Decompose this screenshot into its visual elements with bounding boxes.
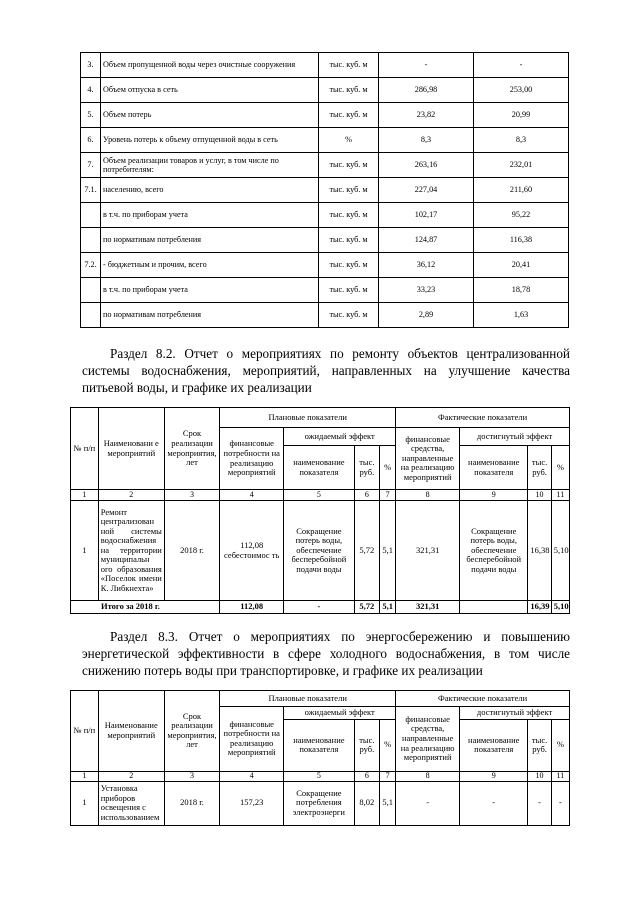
row-name: в т.ч. по приборам учета xyxy=(101,278,319,303)
ach-name-header: наименование показателя xyxy=(460,446,528,490)
column-number: 11 xyxy=(551,490,569,501)
actual-fin-header: финансовые средства, направленные на реализацию мероприятий xyxy=(396,707,460,772)
column-number: 8 xyxy=(396,490,460,501)
row-unit: тыс. куб. м xyxy=(319,228,379,253)
row-unit: тыс. куб. м xyxy=(319,53,379,78)
row-num: 1 xyxy=(71,501,99,601)
row-value-actual: 95,22 xyxy=(474,203,569,228)
exp-name-header: наименование показателя xyxy=(284,719,354,771)
row-value-actual: 232,01 xyxy=(474,153,569,178)
row-num: 4. xyxy=(81,78,101,103)
achieved-effect-header: достигнутый эффект xyxy=(460,707,570,720)
row-value-plan: 23,82 xyxy=(379,103,474,128)
row-exp-pct: 5,1 xyxy=(380,781,396,825)
column-number: 4 xyxy=(220,771,284,781)
row-exp-rub: 5,72 xyxy=(354,501,380,601)
column-numbers-row xyxy=(71,771,570,781)
column-number: 3 xyxy=(164,771,219,781)
row-exp-name: Сокращение потребления электроэнерги xyxy=(284,781,354,825)
column-number: 3 xyxy=(164,490,219,501)
column-number: 2 xyxy=(98,771,164,781)
row-ach-name: Сокращение потерь воды, обеспечение бесперебойной подачи воды xyxy=(460,501,528,601)
column-number: 6 xyxy=(354,771,380,781)
row-num: 7.1. xyxy=(81,178,101,203)
ach-rub-header: тыс. руб. xyxy=(528,719,551,771)
actual-header: Фактические показатели xyxy=(396,408,570,428)
row-plan-fin: 112,08 себестоимос ть xyxy=(220,501,284,601)
expected-effect-header: ожидаемый эффект xyxy=(284,428,396,446)
col-num-header: № п/п xyxy=(71,691,99,772)
row-name: Объем реализации товаров и услуг, в том числе по потребителям: xyxy=(101,153,319,178)
row-unit: тыс. куб. м xyxy=(319,153,379,178)
row-value-plan: 263,16 xyxy=(379,153,474,178)
row-name: Объем отпуска в сеть xyxy=(101,78,319,103)
table-row xyxy=(81,278,569,303)
row-num: 3. xyxy=(81,53,101,78)
row-value-plan: 124,87 xyxy=(379,228,474,253)
table-row xyxy=(81,203,569,228)
plan-fin-header: финансовые потребности на реализацию мероприятий xyxy=(220,428,284,490)
achieved-effect-header: достигнутый эффект xyxy=(460,428,570,446)
col-num-header: № п/п xyxy=(71,408,99,490)
row-unit: % xyxy=(319,128,379,153)
planned-header: Плановые показатели xyxy=(220,691,396,707)
row-ach-pct: 5,10 xyxy=(551,501,569,601)
row-value-actual: 20,41 xyxy=(474,253,569,278)
row-value-actual: 20,99 xyxy=(474,103,569,128)
row-num: 7. xyxy=(81,153,101,178)
total-ach-name xyxy=(460,601,528,614)
column-number: 4 xyxy=(220,490,284,501)
row-value-actual: 8,3 xyxy=(474,128,569,153)
exp-pct-header: % xyxy=(380,719,396,771)
row-name: Ремонт централизован ной системы водоснабжения на территории муниципальн ого образования «Поселок имени К. Либкнехта» xyxy=(98,501,164,601)
row-ach-name: - xyxy=(460,781,528,825)
exp-name-header: наименование показателя xyxy=(284,446,354,490)
expected-effect-header: ожидаемый эффект xyxy=(284,707,396,720)
column-number: 7 xyxy=(380,771,396,781)
volumes-table-body xyxy=(81,53,569,328)
table-row xyxy=(81,178,569,203)
column-number: 5 xyxy=(284,490,354,501)
actual-fin-header: финансовые средства, направленные на реализацию мероприятий xyxy=(396,428,460,490)
total-exp-rub: 5,72 xyxy=(354,601,380,614)
table-row xyxy=(81,53,569,78)
row-name: - бюджетным и прочим, всего xyxy=(101,253,319,278)
row-num xyxy=(81,228,101,253)
row-value-actual: 116,38 xyxy=(474,228,569,253)
col-term-header: Срок реализации мероприятия, лет xyxy=(164,408,219,490)
table-row xyxy=(81,303,569,328)
row-act-fin: 321,31 xyxy=(396,501,460,601)
column-number: 10 xyxy=(528,490,551,501)
exp-pct-header: % xyxy=(380,446,396,490)
row-act-fin: - xyxy=(396,781,460,825)
row-name: в т.ч. по приборам учета xyxy=(101,203,319,228)
total-exp-pct: 5,1 xyxy=(380,601,396,614)
repair-measures-table xyxy=(70,407,570,614)
row-num xyxy=(81,203,101,228)
row-name: Установка приборов освещения с использованием xyxy=(98,781,164,825)
volumes-table xyxy=(80,52,569,328)
row-ach-rub: - xyxy=(528,781,551,825)
column-number: 11 xyxy=(551,771,569,781)
table-row xyxy=(81,228,569,253)
col-name-header: Наименование мероприятий xyxy=(98,691,164,772)
column-number: 7 xyxy=(380,490,396,501)
row-unit: тыс. куб. м xyxy=(319,253,379,278)
row-term: 2018 г. xyxy=(164,501,219,601)
row-value-plan: 33,23 xyxy=(379,278,474,303)
ach-name-header: наименование показателя xyxy=(460,719,528,771)
table-row xyxy=(81,153,569,178)
row-value-plan: 2,89 xyxy=(379,303,474,328)
row-value-plan: 36,12 xyxy=(379,253,474,278)
column-number: 1 xyxy=(71,771,99,781)
row-unit: тыс. куб. м xyxy=(319,78,379,103)
row-value-actual: 211,60 xyxy=(474,178,569,203)
ach-pct-header: % xyxy=(551,446,569,490)
row-value-plan: - xyxy=(379,53,474,78)
row-ach-pct: - xyxy=(551,781,569,825)
row-num: 1 xyxy=(71,781,99,825)
row-unit: тыс. куб. м xyxy=(319,103,379,128)
total-ach-pct: 5,10 xyxy=(551,601,569,614)
section-8-2-heading: Раздел 8.2. Отчет о мероприятиях по ремонту объектов централизованной системы водоснабжения, мероприятий, направленных на улучшение качества питьевой воды, и графике их реализации xyxy=(82,346,570,395)
row-num: 6. xyxy=(81,128,101,153)
total-ach-rub: 16,39 xyxy=(528,601,551,614)
row-unit: тыс. куб. м xyxy=(319,303,379,328)
planned-header: Плановые показатели xyxy=(220,408,396,428)
column-number: 8 xyxy=(396,771,460,781)
exp-rub-header: тыс. руб. xyxy=(354,719,380,771)
column-number: 5 xyxy=(284,771,354,781)
row-unit: тыс. куб. м xyxy=(319,203,379,228)
row-name: населению, всего xyxy=(101,178,319,203)
column-number: 6 xyxy=(354,490,380,501)
column-number: 9 xyxy=(460,490,528,501)
energy-measures-table xyxy=(70,690,570,826)
row-num: 7.2. xyxy=(81,253,101,278)
total-act-fin: 321,31 xyxy=(396,601,460,614)
row-name: Объем потерь xyxy=(101,103,319,128)
row-num xyxy=(81,303,101,328)
total-row xyxy=(71,601,570,614)
exp-rub-header: тыс. руб. xyxy=(354,446,380,490)
row-term: 2018 г. xyxy=(164,781,219,825)
row-value-actual: 253,00 xyxy=(474,78,569,103)
row-name: по нормативам потребления xyxy=(101,303,319,328)
row-value-actual: 1,63 xyxy=(474,303,569,328)
table-row xyxy=(81,128,569,153)
row-name: по нормативам потребления xyxy=(101,228,319,253)
total-plan-fin: 112,08 xyxy=(220,601,284,614)
row-value-plan: 102,17 xyxy=(379,203,474,228)
row-value-actual: - xyxy=(474,53,569,78)
row-value-plan: 8,3 xyxy=(379,128,474,153)
row-num: 5. xyxy=(81,103,101,128)
table-row xyxy=(71,501,570,601)
col-name-header: Наименовани е мероприятий xyxy=(98,408,164,490)
row-exp-pct: 5,1 xyxy=(380,501,396,601)
col-term-header: Срок реализации мероприятия, лет xyxy=(164,691,219,772)
row-value-plan: 286,98 xyxy=(379,78,474,103)
row-exp-rub: 8,02 xyxy=(354,781,380,825)
row-value-plan: 227,04 xyxy=(379,178,474,203)
column-number: 2 xyxy=(98,490,164,501)
column-number: 9 xyxy=(460,771,528,781)
row-num xyxy=(81,278,101,303)
ach-pct-header: % xyxy=(551,719,569,771)
column-number: 1 xyxy=(71,490,99,501)
row-ach-rub: 16,38 xyxy=(528,501,551,601)
row-plan-fin: 157,23 xyxy=(220,781,284,825)
table-row xyxy=(81,253,569,278)
table-row xyxy=(81,78,569,103)
row-exp-name: Сокращение потерь воды, обеспечение бесперебойной подачи воды xyxy=(284,501,354,601)
row-name: Уровень потерь к объему отпущенной воды в сеть xyxy=(101,128,319,153)
column-numbers-row xyxy=(71,490,570,501)
row-value-actual: 18,78 xyxy=(474,278,569,303)
column-number: 10 xyxy=(528,771,551,781)
ach-rub-header: тыс. руб. xyxy=(528,446,551,490)
row-name: Объем пропущенной воды через очистные сооружения xyxy=(101,53,319,78)
actual-header: Фактические показатели xyxy=(396,691,570,707)
row-unit: тыс. куб. м xyxy=(319,178,379,203)
table-row xyxy=(71,781,570,825)
section-8-3-heading: Раздел 8.3. Отчет о мероприятиях по энергосбережению и повышению энергетической эффективности в сфере холодного водоснабжения, в том числе снижению потерь воды при транспортировке, и графике их реализации xyxy=(82,629,570,678)
total-exp-name: - xyxy=(284,601,354,614)
row-unit: тыс. куб. м xyxy=(319,278,379,303)
plan-fin-header: финансовые потребности на реализацию мероприятий xyxy=(220,707,284,772)
total-label: Итого за 2018 г. xyxy=(71,601,220,614)
table-row xyxy=(81,103,569,128)
